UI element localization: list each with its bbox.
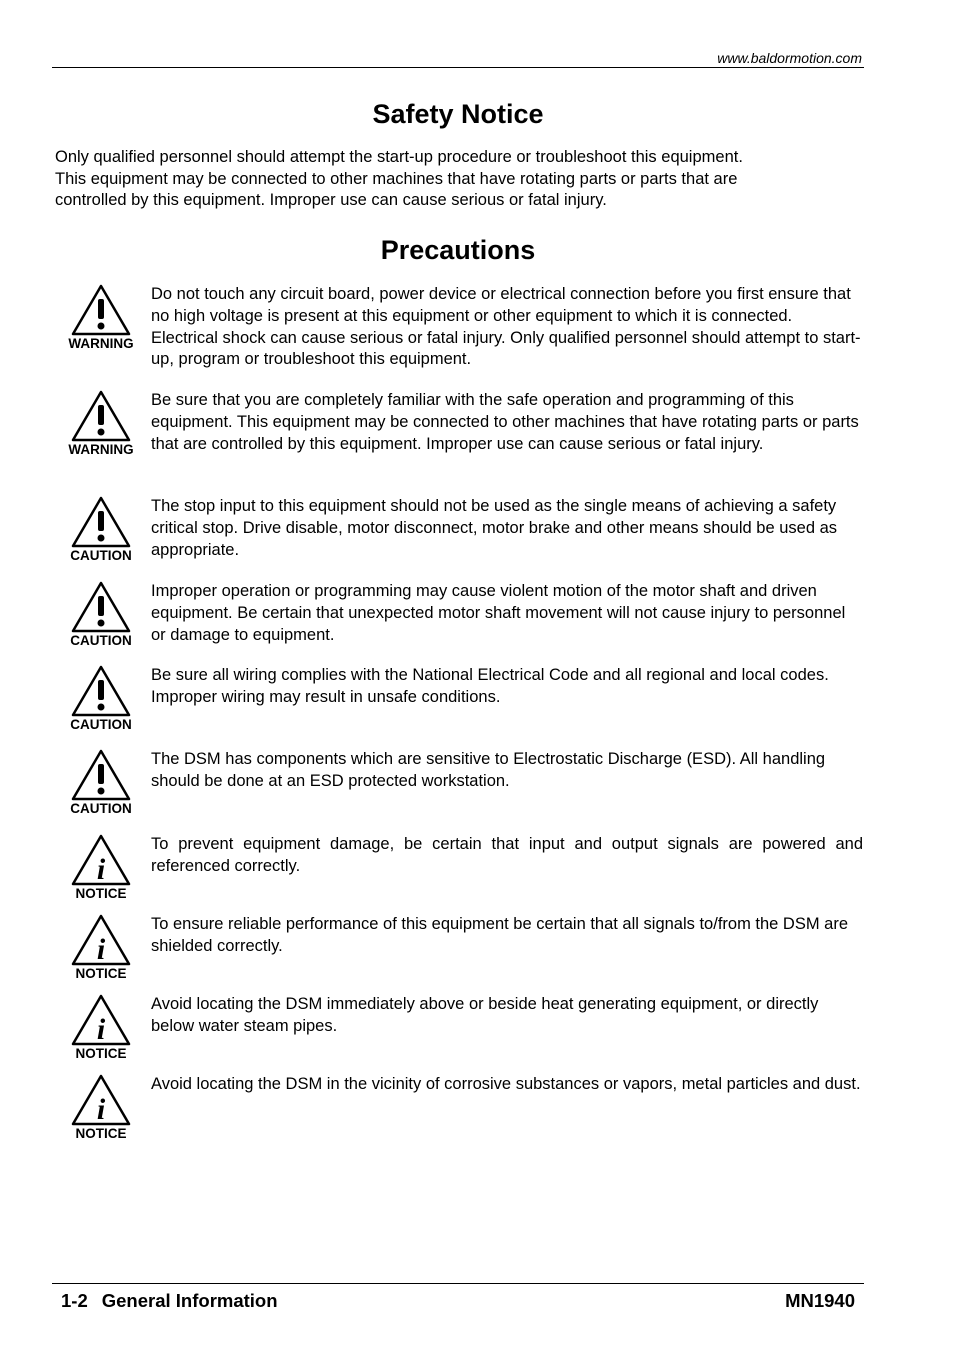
precaution-text: The DSM has components which are sensitive to Electrostatic Discharge (ESD). All handling should be done at an ESD protected workstation. <box>151 750 826 790</box>
svg-text:i: i <box>96 933 106 966</box>
footer-page-number: 1-2 <box>61 1290 88 1311</box>
precaution-text: Be sure all wiring complies with the National Electrical Code and all regional and local codes. Improper wiring may result in unsafe conditions. <box>151 666 829 706</box>
precaution-text: To prevent equipment damage, be certain that input and output signals are powered and referenced correctly. <box>151 835 863 875</box>
caution-triangle-icon <box>71 665 131 717</box>
footer-section <box>61 1290 278 1312</box>
safety-notice-text <box>55 147 865 212</box>
caution-triangle-icon <box>71 581 131 633</box>
caution-label: CAUTION <box>70 548 132 563</box>
precaution-text: Improper operation or programming may cause violent motion of the motor shaft and driven equipment. Be certain that unexpected motor shaft movement will not cause injury to personnel or damage to equipment. <box>151 582 846 644</box>
precautions-title: Precautions <box>380 235 536 265</box>
notice-label: NOTICE <box>75 1046 127 1061</box>
caution-label: CAUTION <box>70 801 132 816</box>
precaution-text: To ensure reliable performance of this equipment be certain that all signals to/from the DSM are shielded correctly. <box>151 915 849 955</box>
warning-label: WARNING <box>68 442 134 457</box>
svg-text:i: i <box>96 1093 106 1126</box>
caution-triangle-icon <box>71 496 131 548</box>
warning-triangle-icon <box>71 284 131 336</box>
notice-info-icon <box>71 994 131 1046</box>
safety-line: controlled by this equipment. Improper use can cause serious or fatal injury. <box>55 191 607 210</box>
page-header-url: www.baldormotion.com <box>717 50 862 66</box>
footer-doc-id: MN1940 <box>785 1290 855 1311</box>
precaution-text: The stop input to this equipment should not be used as the single means of achieving a safety critical stop. Drive disable, motor disconnect, motor brake and other means should be used as appropriate. <box>151 497 838 559</box>
svg-text:i: i <box>96 853 106 886</box>
notice-info-icon <box>71 914 131 966</box>
warning-label: WARNING <box>68 336 134 351</box>
notice-label: NOTICE <box>75 966 127 981</box>
notice-info-icon <box>71 1074 131 1126</box>
safety-notice-title: Safety Notice <box>372 99 544 129</box>
precaution-text: Avoid locating the DSM immediately above or beside heat generating equipment, or directly below water steam pipes. <box>151 995 819 1035</box>
svg-text:i: i <box>96 1013 106 1046</box>
caution-label: CAUTION <box>70 717 132 732</box>
precaution-text: Be sure that you are completely familiar with the safe operation and programming of this equipment. This equipment may be connected to other machines that have rotating parts or parts that are controlled by this equipment. Improper use can cause serious or fatal injury. <box>151 391 859 453</box>
notice-info-icon <box>71 834 131 886</box>
footer-rule <box>52 1283 864 1284</box>
caution-label: CAUTION <box>70 633 132 648</box>
header-rule <box>52 67 864 68</box>
precaution-text: Avoid locating the DSM in the vicinity of corrosive substances or vapors, metal particles and dust. <box>151 1075 861 1093</box>
safety-line: This equipment may be connected to other machines that have rotating parts or parts that are <box>55 169 738 188</box>
footer-chapter: General Information <box>101 1290 278 1311</box>
notice-label: NOTICE <box>75 1126 127 1141</box>
warning-triangle-icon <box>71 390 131 442</box>
precaution-text: Do not touch any circuit board, power device or electrical connection before you first ensure that no high voltage is present at this equipment or other equipment to which it is connected. Electrical shock can cause serious or fatal injury. Only qualified personnel should attempt to start-up, program or troubleshoot this equipment. <box>151 285 861 369</box>
safety-line: Only qualified personnel should attempt the start-up procedure or troubleshoot this equipment. <box>55 148 743 166</box>
notice-label: NOTICE <box>75 886 127 901</box>
caution-triangle-icon <box>71 749 131 801</box>
